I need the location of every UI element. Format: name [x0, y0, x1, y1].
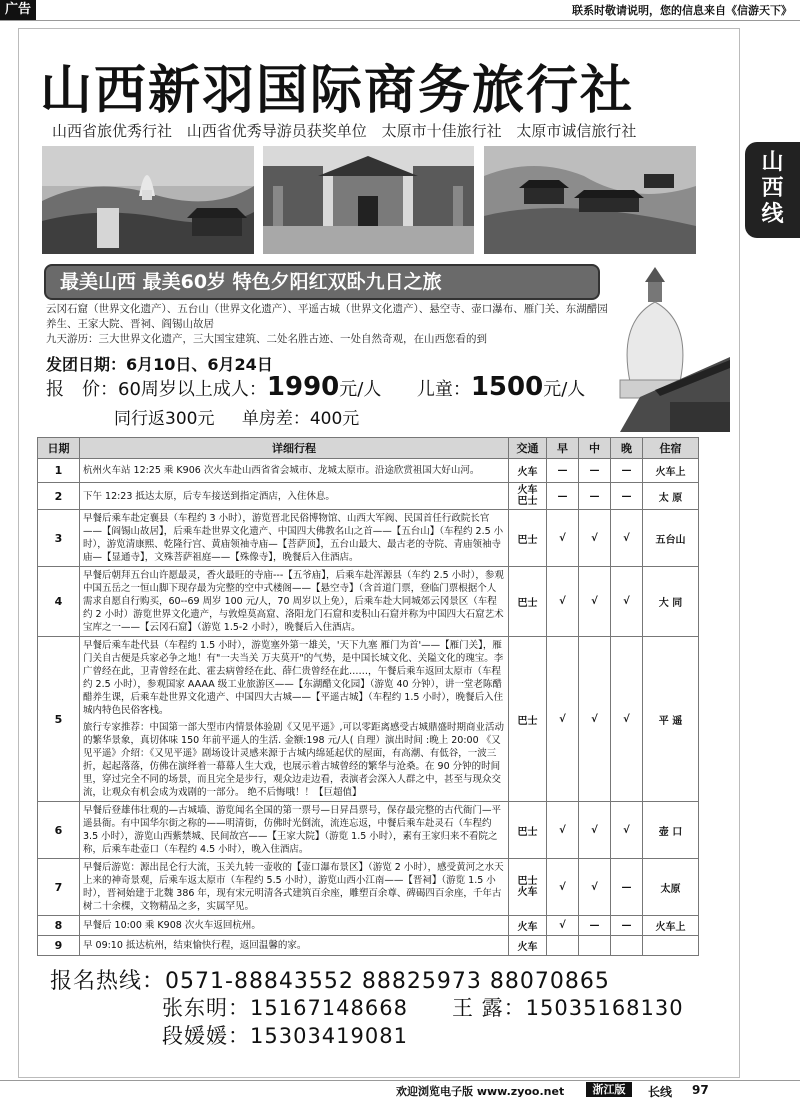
price-label: 报 价：: [46, 379, 118, 400]
lunch-cell: √: [579, 567, 611, 637]
itinerary-cell: 早餐后登雄伟壮观的—古城墙、游览闻名全国的第一票号—日昇昌票号，保存最完整的古代衙门—平遥县衙。有中国华尔街之称的——明清街，仿佛时光倒流，流连忘返，中餐后乘车赴灵石（车程约 3.5 小时），游览山西紫禁城、民间故宫——【王家大院】（游览 1.5 小时），素有王家归来不看院之称，后乘车赴壶口（车程约 4.5 小时），晚入住酒店。: [80, 802, 509, 859]
breakfast-cell: √: [547, 567, 579, 637]
day-cell: 3: [38, 510, 80, 567]
single-supplement: 单房差：400元: [241, 409, 360, 429]
dinner-cell: [611, 936, 643, 956]
itinerary-table: [37, 437, 699, 956]
day-cell: 7: [38, 859, 80, 916]
breakfast-cell: [547, 936, 579, 956]
extra-pricing: [114, 404, 381, 429]
photo-hanging-temple: [484, 146, 696, 254]
breakfast-cell: —: [547, 483, 579, 510]
dinner-cell: √: [611, 567, 643, 637]
stay-cell: 火车上: [643, 459, 699, 483]
adult-unit: 元/人: [339, 379, 382, 400]
stay-cell: 大 同: [643, 567, 699, 637]
itinerary-cell: 早餐后朝拜五台山许愿最灵，香火最旺的寺庙---【五爷庙】，后乘车赴浑源县（车约 2.5 小时），参观中国五岳之一恒山脚下现存最为完整的空中式楼阁——【悬空寺】（含首道门票，登临门票根据个人需求自愿自行购买，60--69 周岁 100 元/人，70 周岁以上免），后乘车赴大同城郊云冈景区（车程约 2 小时）游览世界文化遗产，与敦煌莫高窟、洛阳龙门石窟和麦积山石窟并称为中国四大石窟艺术宝库之一——【云冈石窟】（游览 1.5-2 小时），晚餐后入住酒店。: [80, 567, 509, 637]
lunch-cell: —: [579, 459, 611, 483]
table-row: [38, 483, 699, 510]
depart-label: 发团日期：: [46, 355, 127, 374]
itinerary-day5-recommend: 旅行专家推荐：中国第一部大型市内情景体验剧《又见平遥》,可以零距离感受古城鼎盛时期商业活动的繁华景象，真切体味 150 年前平遥人的生活. 金额:198 元/人( 自理）演出时间 :晚上 20:00 《又见平遥》介绍：《又见平遥》剧场设计灵感来源于古城内绵延起伏的屋面，有高潮、有低谷，一波三折，起起落落，仿佛在演绎着一幕幕人生大戏，也展示着古城曾经的繁华与沧桑。在 90 分钟的时间里，穿过完全不同的场景，而且完全是步行，观众边走边看，表演者会深入人群之中，甚至与现众交流，让观众有机会成为戏剧的一部分。 绝不后悔哦！！【巨超值】: [83, 722, 505, 798]
itinerary-cell: 早餐后 10:00 乘 K908 次火车返回杭州。: [80, 916, 509, 936]
table-row: [38, 459, 699, 483]
contact-person-3: 段媛媛：15303419081: [162, 1024, 408, 1048]
header-dinner: 晚: [611, 438, 643, 459]
day-cell: 8: [38, 916, 80, 936]
breakfast-cell: √: [547, 637, 579, 802]
contact-row-1: [162, 992, 684, 1022]
itinerary-cell: 早餐后乘车赴定襄县（车程约 3 小时），游览晋北民俗博物馆、山西大军阀、民国首任行政院长官——【阎锡山故居】，后乘车赴世界文化遗产、中国四大佛教名山之首——【五台山】（车程约 2.5 小时），游览清康熙、乾隆行宫、黄庙领袖寺庙—【菩萨顶】，五台山最大、最古老的寺院、青庙领袖寺庙—【显通寺】，文殊菩萨祖庭——【殊像寺】，晚餐后入住酒店。: [80, 510, 509, 567]
header-day: 日期: [38, 438, 80, 459]
itinerary-cell: 早 09:10 抵达杭州，结束愉快行程，返回温馨的家。: [80, 936, 509, 956]
stay-cell: 壶 口: [643, 802, 699, 859]
day-cell: 2: [38, 483, 80, 510]
transport-cell: 火车 巴士: [509, 483, 547, 510]
header-transport: 交通: [509, 438, 547, 459]
dinner-cell: —: [611, 859, 643, 916]
itinerary-cell: 早餐后游览：源出昆仑行大流，玉关九转一壶收的【壶口瀑布景区】（游览 2 小时），感受黄河之水天上来的神奇景观，后乘车返太原市（车程约 5.5 小时），游览山西小江南——【晋祠】（游览 1.5 小时），晋祠始建于北魏 386 年，现有宋元明清各式建筑百余座，雕塑百余尊、碑碣四百余座，千年古树二十余棵，文物精品之多，实属罕见。: [80, 859, 509, 916]
source-note: 联系时敬请说明，您的信息来自《信游天下》: [572, 4, 792, 17]
itinerary-day5-main: 早餐后乘车赴代县（车程约 1.5 小时），游览塞外第一雄关，'天下九塞 雁门为首'——【雁门关】，雁门关自古便是兵家必争之地！有"一夫当关 万夫莫开"的气势，是中国长城文化、关隘文化的瑰宝。李广曾经在此，卫青曾经在此、霍去病曾经在此、薛仁贵曾经在此……，午餐后乘车返回太原市（车程约 2.5 小时），参观国家 AAAA 级工业旅游区——【东湖醋文化园】（游览 40 分钟），讲一堂老陈醋醋养生课，后乘车赴世界文化遗产、中国四大古城——【平遥古城】（车程约 1.5 小时），晚餐后入住城内特色民俗客栈。: [83, 640, 504, 716]
price-line: [46, 372, 585, 402]
contact-person-1: 张东明：15167148668: [162, 996, 408, 1020]
transport-cell: 巴士 火车: [509, 859, 547, 916]
breakfast-cell: —: [547, 459, 579, 483]
day-cell: 9: [38, 936, 80, 956]
lunch-cell: —: [579, 483, 611, 510]
photo-courtyard: [263, 146, 474, 254]
transport-cell: 巴士: [509, 510, 547, 567]
stay-cell: 五台山: [643, 510, 699, 567]
agency-name: 山西新羽国际商务旅行社: [40, 60, 635, 121]
transport-cell: 火车: [509, 459, 547, 483]
honor-2: 山西省优秀导游员获奖单位: [186, 122, 367, 140]
tour-banner: [44, 264, 600, 300]
adult-label: 60周岁以上成人：: [118, 379, 267, 400]
region-tab-char-1: 山: [761, 150, 784, 175]
lunch-cell: √: [579, 859, 611, 916]
table-header-row: [38, 438, 699, 459]
breakfast-cell: √: [547, 916, 579, 936]
table-row: [38, 936, 699, 956]
dinner-cell: —: [611, 916, 643, 936]
stay-cell: 太原: [643, 859, 699, 916]
table-row: [38, 567, 699, 637]
dinner-cell: —: [611, 483, 643, 510]
ad-tag: 广告: [0, 0, 36, 20]
day-cell: 5: [38, 637, 80, 802]
honor-3: 太原市十佳旅行社: [381, 122, 502, 140]
lunch-cell: —: [579, 916, 611, 936]
transport-cell: 巴士: [509, 802, 547, 859]
signup-hotline: [50, 964, 610, 995]
header-lunch: 中: [579, 438, 611, 459]
nine-day-summary: 九天游历：三大世界文化遗产，三大国宝建筑、二处名胜古迹、一处自然奇观，在山西您看的到: [46, 333, 487, 345]
depart-dates-value: 6月10日、6月24日: [126, 355, 273, 374]
header-stay: 住宿: [643, 438, 699, 459]
child-unit: 元/人: [543, 379, 586, 400]
transport-cell: 巴士: [509, 567, 547, 637]
transport-cell: 巴士: [509, 637, 547, 802]
day-cell: 4: [38, 567, 80, 637]
footer-region-badge: 浙江版: [586, 1082, 632, 1097]
table-row: [38, 916, 699, 936]
companion-rebate: 同行返300元: [114, 409, 215, 429]
child-price: 1500: [470, 372, 544, 402]
itinerary-cell: 下午 12:23 抵达太原，后专车接送到指定酒店，入住休息。: [80, 483, 509, 510]
photo-wutaishan-pagoda: [42, 146, 254, 254]
page-number: 97: [692, 1083, 709, 1097]
dinner-cell: —: [611, 459, 643, 483]
tour-title: 最美山西 最美60岁 特色夕阳红双卧九日之旅: [60, 271, 442, 293]
honor-1: 山西省旅优秀行社: [52, 122, 173, 140]
region-tab-char-3: 线: [761, 202, 784, 227]
child-label: 儿童：: [416, 379, 471, 400]
hotline-numbers: 0571-88843552 88825973 88070865: [165, 969, 610, 994]
breakfast-cell: √: [547, 802, 579, 859]
header-breakfast: 早: [547, 438, 579, 459]
region-tab: [745, 142, 800, 238]
day-cell: 1: [38, 459, 80, 483]
lunch-cell: √: [579, 510, 611, 567]
stay-cell: 平 遥: [643, 637, 699, 802]
breakfast-cell: √: [547, 510, 579, 567]
tour-highlights: [46, 302, 616, 347]
contact-row-2: [162, 1020, 408, 1050]
agency-honors: [52, 120, 702, 141]
stay-cell: 火车上: [643, 916, 699, 936]
contact-person-2: 王 露：15035168130: [451, 996, 684, 1020]
dinner-cell: √: [611, 802, 643, 859]
table-row: [38, 637, 699, 802]
region-tab-char-2: 西: [761, 176, 784, 201]
adult-price: 1990: [266, 372, 340, 402]
dinner-cell: √: [611, 637, 643, 802]
header-itinerary: 详细行程: [80, 438, 509, 459]
stay-cell: [643, 936, 699, 956]
table-row: [38, 859, 699, 916]
transport-cell: 火车: [509, 936, 547, 956]
white-pagoda-image: [600, 262, 730, 432]
day-cell: 6: [38, 802, 80, 859]
footer-section: 长线: [648, 1085, 673, 1099]
spots-list: 云冈石窟（世界文化遗产）、五台山（世界文化遗产）、平遥古城（世界文化遗产）、悬空寺、壶口瀑布、雁门关、东湖醋园养生、王家大院、晋祠、阎锡山故居: [46, 303, 608, 330]
lunch-cell: √: [579, 802, 611, 859]
itinerary-cell: [80, 637, 509, 802]
itinerary-cell: 杭州火车站 12:25 乘 K906 次火车赴山西省省会城市、龙城太原市。沿途欣赏祖国大好山河。: [80, 459, 509, 483]
table-row: [38, 802, 699, 859]
footer-website[interactable]: 欢迎浏览电子版 www.zyoo.net: [396, 1085, 565, 1098]
breakfast-cell: √: [547, 859, 579, 916]
lunch-cell: [579, 936, 611, 956]
table-row: [38, 510, 699, 567]
honor-4: 太原市诚信旅行社: [516, 122, 637, 140]
dinner-cell: √: [611, 510, 643, 567]
stay-cell: 太 原: [643, 483, 699, 510]
lunch-cell: √: [579, 637, 611, 802]
hotline-label: 报名热线：: [50, 969, 166, 994]
transport-cell: 火车: [509, 916, 547, 936]
